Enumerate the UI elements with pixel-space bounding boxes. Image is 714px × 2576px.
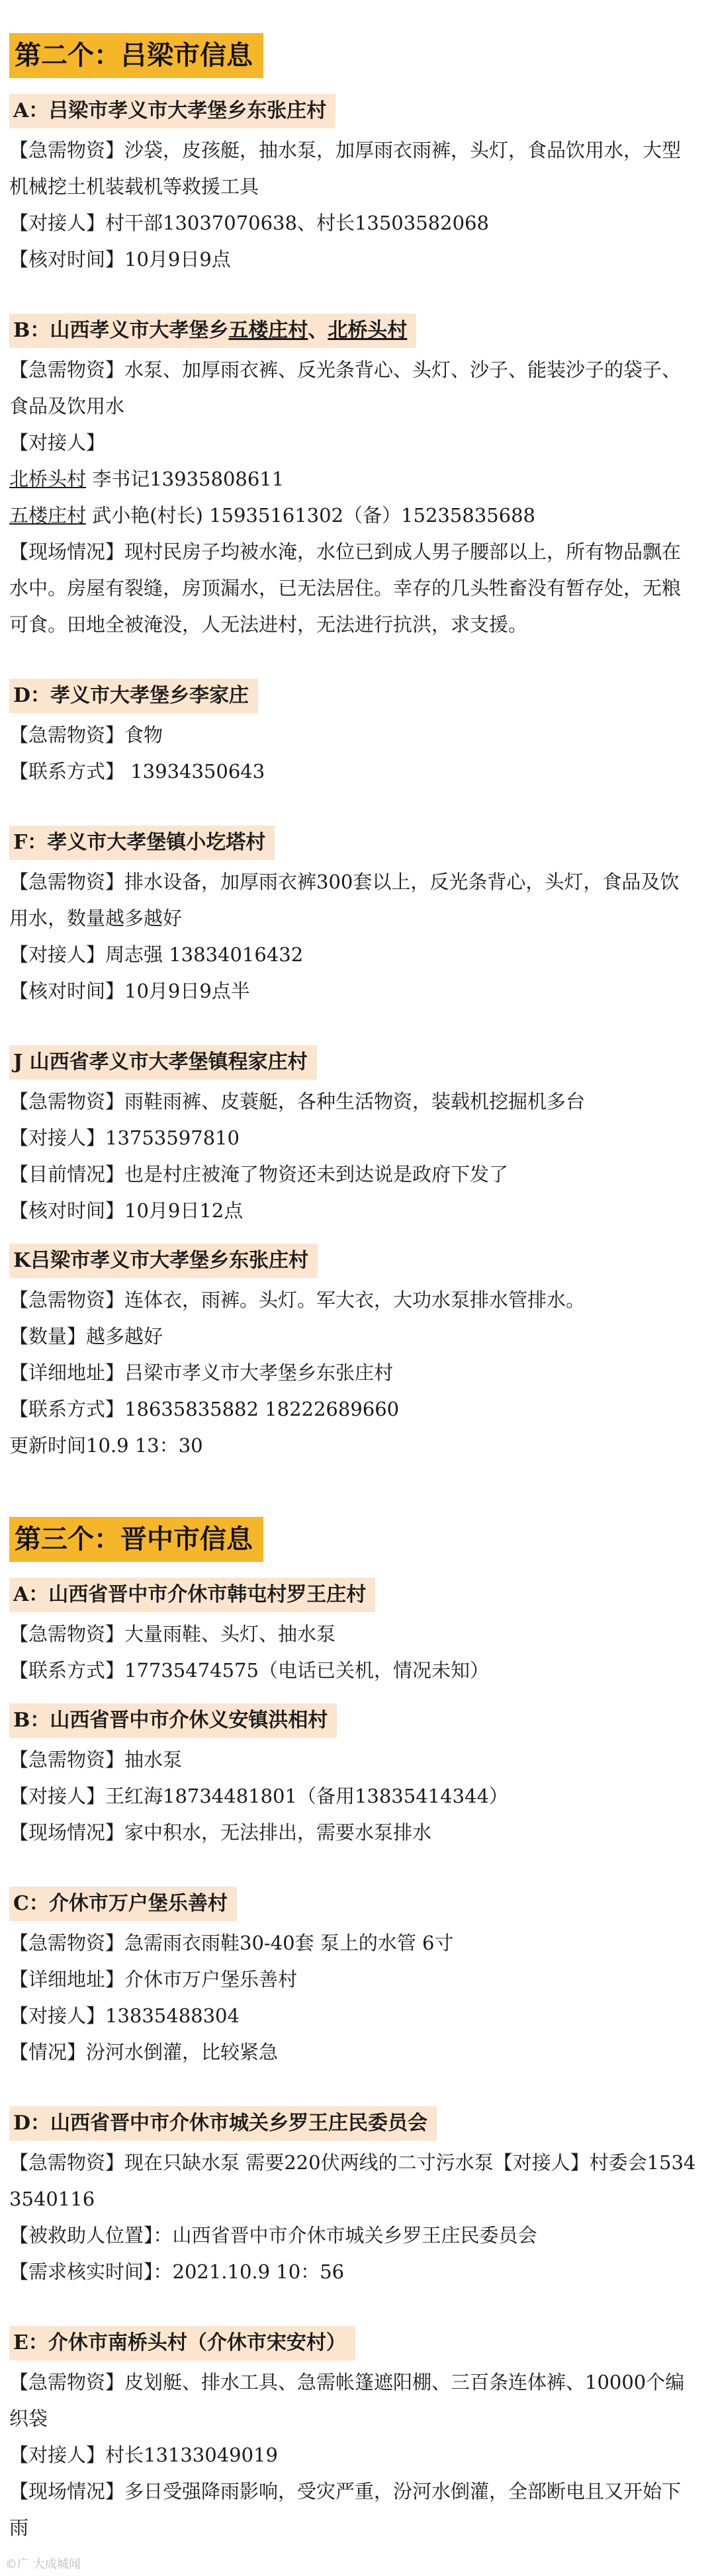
title-part: B：山西孝义市大孝堡乡 — [13, 319, 229, 342]
region-title: 第三个：晋中市信息 — [9, 1517, 263, 1562]
entry-line: 【急需物资】排水设备，加厚雨衣裤300套以上，反光条背心，头灯，食品及饮用水，数量越多越好 — [9, 871, 680, 929]
title-part: 、 — [308, 319, 328, 342]
entry-line: 【急需物资】水泵、加厚雨衣裤、反光条背心、头灯、沙子、能装沙子的袋子、食品及饮用水 — [9, 359, 682, 417]
entry-line: 【急需物资】抽水泵 — [9, 1748, 183, 1771]
entry-line: 【联系方式】 13934350643 — [9, 760, 265, 783]
situation-line: 【现场情况】现村民房子均被水淹，水位已到成人男子腰部以上，所有物品飘在水中。房屋有裂缝，房顶漏水，已无法居住。幸存的几头牲畜没有暂存处，无粮可食。田地全被淹没，人无法进村，无法进行抗洪，求支援。 — [9, 540, 682, 636]
entry-line: 【急需物资】皮划艇、排水工具、急需帐篷遮阳棚、三百条连体裤、10000个编织袋 — [9, 2371, 685, 2430]
contact-text: 李书记13935808611 — [86, 468, 285, 490]
entry-line: 【详细地址】吕梁市孝义市大孝堡乡东张庄村 — [9, 1361, 394, 1384]
entry-line: 【被救助人位置】：山西省晋中市介休市城关乡罗王庄民委员会 — [9, 2224, 537, 2247]
entry-title: A：吕梁市孝义市大孝堡乡东张庄村 — [9, 94, 335, 128]
entry-line: 【对接人】周志强 13834016432 — [9, 943, 304, 966]
entry-line: 【目前情况】也是村庄被淹了物资还未到达说是政府下发了 — [9, 1163, 509, 1185]
entry-line: 【对接人】村长13133049019 — [9, 2444, 278, 2466]
entry-line: 【数量】越多越好 — [9, 1325, 163, 1348]
entry-line: 【现场情况】多日受强降雨影响，受灾严重，汾河水倒灌，全部断电且又开始下雨 — [9, 2480, 682, 2539]
entry-line: 【核对时间】10月9日9点 — [9, 248, 231, 271]
entry-title: J 山西省孝义市大孝堡镇程家庄村 — [9, 1045, 317, 1080]
entry-line: 【急需物资】急需雨衣雨鞋30-40套 泵上的水管 6寸 — [9, 1932, 454, 1954]
entry-line: 【对接人】13835488304 — [9, 2004, 240, 2027]
entry-line: 【急需物资】大量雨鞋、头灯、抽水泵 — [9, 1623, 336, 1645]
region-title: 第二个：吕梁市信息 — [9, 33, 263, 78]
entry-line: 【对接人】 — [9, 431, 106, 454]
entry-line: 【急需物资】食物 — [9, 724, 163, 746]
entry-line: 【对接人】13753597810 — [9, 1127, 240, 1149]
entry-b — [9, 1703, 697, 1851]
contact-village: 北桥头村 — [9, 468, 87, 490]
entry-line: 【现场情况】家中积水，无法排出，需要水泵排水 — [9, 1821, 432, 1844]
update-time: 更新时间10.9 13：30 — [9, 1434, 203, 1457]
entry-j — [9, 1045, 697, 1229]
entry-title — [9, 314, 416, 348]
entry-title: F：孝义市大孝堡镇小圪塔村 — [9, 826, 275, 860]
entry-line: 【对接人】王红海18734481801（备用13835414344） — [9, 1785, 508, 1807]
contact-line — [9, 461, 697, 497]
entry-title: E：介休市南桥头村（介休市宋安村） — [9, 2326, 355, 2360]
entry-c — [9, 1887, 697, 2071]
title-village: 北桥头村 — [328, 319, 408, 342]
region-jinzhong — [9, 1517, 697, 2546]
entry-a — [9, 1578, 697, 1689]
entry-title: K吕梁市孝义市大孝堡乡东张庄村 — [9, 1244, 318, 1278]
entry-line: 【急需物资】雨鞋雨裤、皮蓑艇，各种生活物资，装载机挖掘机多台 — [9, 1090, 586, 1113]
region-lvliang — [9, 33, 697, 1464]
entry-b — [9, 314, 697, 643]
entry-line: 【联系方式】17735474575（电话已关机，情况未知） — [9, 1659, 489, 1682]
entry-line: 【情况】汾河水倒灌，比较紧急 — [9, 2041, 279, 2063]
entry-title: A：山西省晋中市介休市韩屯村罗王庄村 — [9, 1578, 375, 1612]
entry-title: C：介休市万户堡乐善村 — [9, 1887, 237, 1921]
contact-text: 武小艳(村长) 15935161302（备）15235835688 — [86, 504, 535, 527]
entry-e — [9, 2326, 697, 2546]
entry-line: 【对接人】村干部13037070638、村长13503582068 — [9, 212, 489, 234]
entry-f — [9, 826, 697, 1009]
entry-d — [9, 679, 697, 790]
entry-k — [9, 1244, 697, 1464]
entry-line: 【核对时间】10月9日12点 — [9, 1199, 244, 1222]
entry-line: 【需求核实时间】：2021.10.9 10：56 — [9, 2260, 345, 2283]
entry-line: 【急需物资】现在只缺水泵 需要220伏两线的二寸污水泵【对接人】村委会15343540116 — [9, 2151, 696, 2210]
title-village: 五楼庄村 — [228, 319, 308, 342]
entry-line: 【详细地址】介休市万户堡乐善村 — [9, 1968, 298, 1991]
entry-line: 【急需物资】连体衣，雨裤。头灯。军大衣，大功水泵排水管排水。 — [9, 1289, 586, 1311]
entry-a — [9, 94, 697, 278]
entry-title: D：山西省晋中市介休市城关乡罗王庄民委员会 — [9, 2106, 437, 2141]
entry-line: 【联系方式】18635835882 18222689660 — [9, 1398, 400, 1420]
entry-d — [9, 2106, 697, 2290]
watermark: ©广 大成城闻 — [5, 2557, 81, 2571]
entry-line: 【急需物资】沙袋，皮孩艇，抽水泵，加厚雨衣雨裤，头灯，食品饮用水，大型机械挖土机装载机等救援工具 — [9, 139, 682, 198]
entry-line: 【核对时间】10月9日9点半 — [9, 980, 250, 1002]
entry-title: D：孝义市大孝堡乡李家庄 — [9, 679, 258, 713]
contact-line — [9, 497, 697, 534]
contact-village: 五楼庄村 — [9, 504, 87, 527]
entry-title: B：山西省晋中市介休义安镇洪相村 — [9, 1703, 337, 1738]
